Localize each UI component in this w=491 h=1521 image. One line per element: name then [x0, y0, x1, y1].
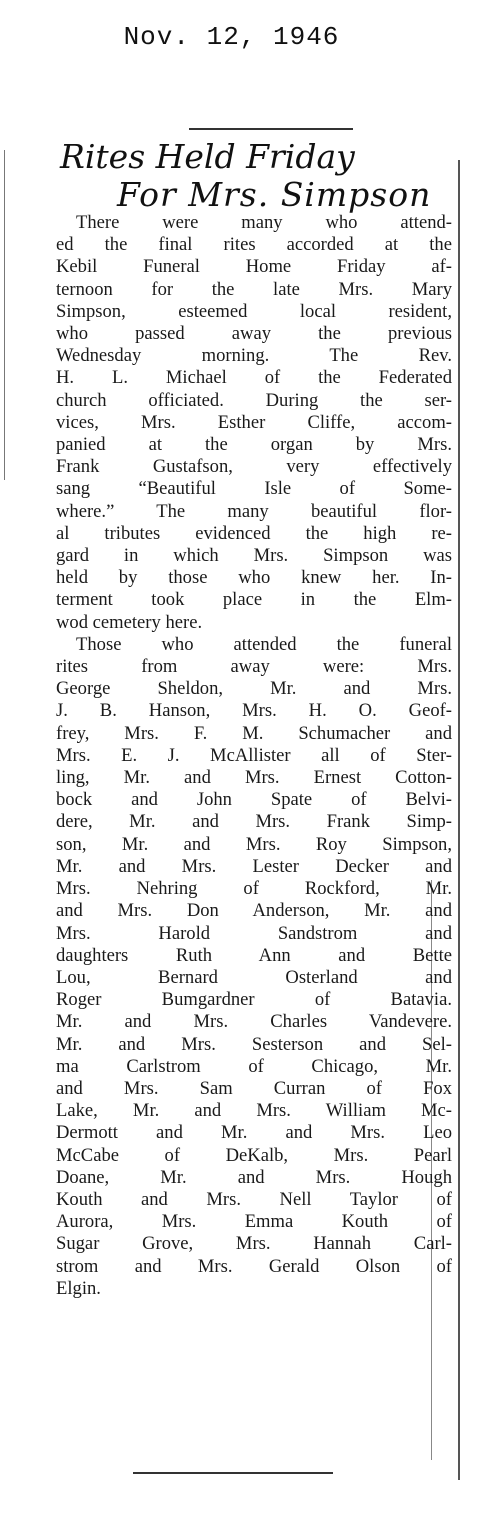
article-line: strom and Mrs. Gerald Olson of — [56, 1255, 452, 1277]
article-line: Kouth and Mrs. Nell Taylor of — [56, 1188, 452, 1210]
article-line: Dermott and Mr. and Mrs. Leo — [56, 1122, 452, 1144]
article-line: Kebil Funeral Home Friday af- — [56, 256, 452, 278]
article-line: Roger Bumgardner of Batavia. — [56, 989, 452, 1011]
article-line: Frank Gustafson, very effectively — [56, 456, 452, 478]
article-line: and Mrs. Don Anderson, Mr. and — [56, 900, 452, 922]
bottom-rule — [133, 1472, 333, 1474]
article-line: Mr. and Mrs. Charles Vandevere. — [56, 1011, 452, 1033]
article-line: panied at the organ by Mrs. — [56, 434, 452, 456]
article-line: held by those who knew her. In- — [56, 567, 452, 589]
article-line: J. B. Hanson, Mrs. H. O. Geof- — [56, 700, 452, 722]
article-line: Lake, Mr. and Mrs. William Mc- — [56, 1100, 452, 1122]
paragraph-2 — [56, 634, 452, 1300]
article-line: wod cemetery here. — [56, 611, 203, 633]
article-line: dere, Mr. and Mrs. Frank Simp- — [56, 811, 452, 833]
article-line: daughters Ruth Ann and Bette — [56, 944, 452, 966]
article-line: Mrs. E. J. McAllister all of Ster- — [56, 744, 452, 766]
article-line: ternoon for the late Mrs. Mary — [56, 278, 452, 300]
article-line: There were many who attend- — [76, 212, 452, 233]
headline-line-2: For Mrs. Simpson — [117, 175, 432, 214]
article-line: ma Carlstrom of Chicago, Mr. — [56, 1055, 452, 1077]
headline — [50, 138, 460, 214]
headline-line-1: Rites Held Friday — [60, 137, 355, 176]
article-line: frey, Mrs. F. M. Schumacher and — [56, 722, 452, 744]
article-line: Simpson, esteemed local resident, — [56, 300, 452, 322]
right-column-rule — [458, 160, 460, 1480]
article-line: Wednesday morning. The Rev. — [56, 345, 452, 367]
article-line: Elgin. — [56, 1277, 101, 1299]
article-line: H. L. Michael of the Federated — [56, 367, 452, 389]
paragraph-1 — [56, 212, 452, 634]
article-line: where.” The many beautiful flor- — [56, 500, 452, 522]
article-line: Mrs. Nehring of Rockford, Mr. — [56, 878, 452, 900]
article-line: Sugar Grove, Mrs. Hannah Carl- — [56, 1233, 452, 1255]
article-line: al tributes evidenced the high re- — [56, 522, 452, 544]
article-line: bock and John Spate of Belvi- — [56, 789, 452, 811]
article-body — [56, 212, 452, 1300]
article-line: son, Mr. and Mrs. Roy Simpson, — [56, 833, 452, 855]
article-line: Mr. and Mrs. Lester Decker and — [56, 855, 452, 877]
article-line: ed the final rites accorded at the — [56, 234, 452, 256]
article-line: Those who attended the funeral — [76, 633, 452, 655]
article-line: vices, Mrs. Esther Cliffe, accom- — [56, 411, 452, 433]
article-line: who passed away the previous — [56, 323, 452, 345]
article-line: terment took place in the Elm- — [56, 589, 452, 611]
article-line: Mrs. Harold Sandstrom and — [56, 922, 452, 944]
article-line: gard in which Mrs. Simpson was — [56, 545, 452, 567]
article-line: Aurora, Mrs. Emma Kouth of — [56, 1211, 452, 1233]
article-line: rites from away were: Mrs. — [56, 656, 452, 678]
dateline: Nov. 12, 1946 — [123, 22, 340, 52]
article-line: McCabe of DeKalb, Mrs. Pearl — [56, 1144, 452, 1166]
article-line: ling, Mr. and Mrs. Ernest Cotton- — [56, 767, 452, 789]
article-line: Doane, Mr. and Mrs. Hough — [56, 1166, 452, 1188]
top-rule — [189, 128, 353, 130]
article-line: George Sheldon, Mr. and Mrs. — [56, 678, 452, 700]
article-line: and Mrs. Sam Curran of Fox — [56, 1077, 452, 1099]
article-line: church officiated. During the ser- — [56, 389, 452, 411]
article-line: Mr. and Mrs. Sesterson and Sel- — [56, 1033, 452, 1055]
left-column-rule — [4, 150, 5, 480]
article-line: sang “Beautiful Isle of Some- — [56, 478, 452, 500]
article-line: Lou, Bernard Osterland and — [56, 966, 452, 988]
